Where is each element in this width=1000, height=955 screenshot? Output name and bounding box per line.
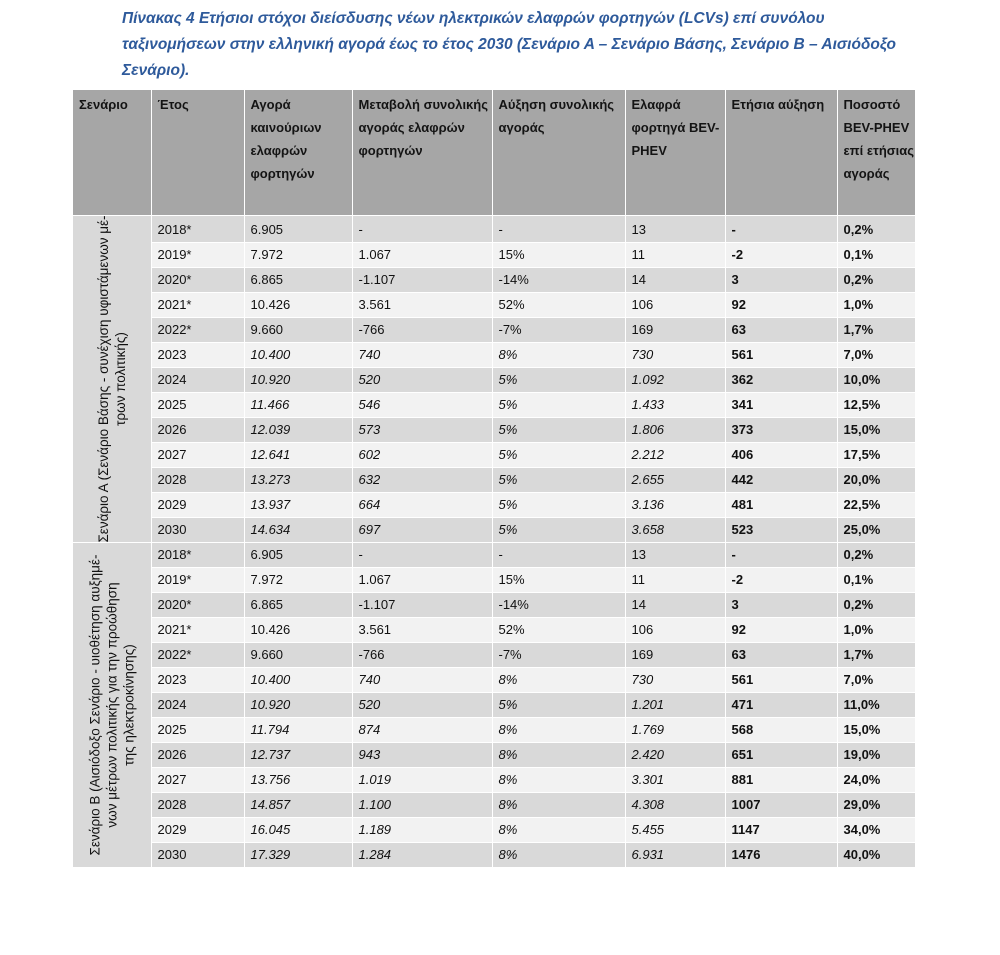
share-cell: 0,2% [837, 268, 915, 293]
share-cell: 7,0% [837, 343, 915, 368]
header-row [73, 90, 915, 216]
scenario-a-body [73, 216, 915, 543]
bev-cell: 13 [625, 543, 725, 568]
year-cell: 2025 [151, 718, 244, 743]
market-cell: 12.641 [244, 443, 352, 468]
annual-cell: 373 [725, 418, 837, 443]
annual-cell: 92 [725, 293, 837, 318]
annual-cell: 1476 [725, 843, 837, 868]
bev-cell: 2.655 [625, 468, 725, 493]
share-cell: 40,0% [837, 843, 915, 868]
year-cell: 2023 [151, 668, 244, 693]
growth-cell: - [492, 543, 625, 568]
share-cell: 20,0% [837, 468, 915, 493]
year-cell: 2019* [151, 243, 244, 268]
header-scenario: Σενάριο [73, 90, 151, 216]
annual-cell: -2 [725, 568, 837, 593]
year-cell: 2020* [151, 268, 244, 293]
growth-cell: 5% [492, 518, 625, 543]
bev-cell: 1.201 [625, 693, 725, 718]
scenario-b-body [73, 543, 915, 868]
year-cell: 2020* [151, 593, 244, 618]
market-cell: 11.466 [244, 393, 352, 418]
header-year: Έτος [151, 90, 244, 216]
bev-cell: 3.658 [625, 518, 725, 543]
annual-cell: 523 [725, 518, 837, 543]
change-cell: 697 [352, 518, 492, 543]
market-cell: 9.660 [244, 318, 352, 343]
lcv-targets-table [73, 90, 916, 868]
year-cell: 2022* [151, 318, 244, 343]
change-cell: 1.067 [352, 568, 492, 593]
table-row [73, 216, 915, 243]
table-row [73, 793, 915, 818]
bev-cell: 13 [625, 216, 725, 243]
growth-cell: 5% [492, 693, 625, 718]
scenario-label-line: Σενάριο Β (Αισιόδοξο Σενάριο - υιοθέτηση αυξημέ- [87, 554, 103, 856]
table-row [73, 743, 915, 768]
annual-cell: 442 [725, 468, 837, 493]
market-cell: 10.920 [244, 368, 352, 393]
header-annual: Ετήσια αύξηση [725, 90, 837, 216]
share-cell: 7,0% [837, 668, 915, 693]
annual-cell: 63 [725, 318, 837, 343]
annual-cell: - [725, 543, 837, 568]
table-row [73, 293, 915, 318]
year-cell: 2021* [151, 293, 244, 318]
bev-cell: 11 [625, 243, 725, 268]
change-cell: 520 [352, 368, 492, 393]
change-cell: 664 [352, 493, 492, 518]
share-cell: 0,2% [837, 216, 915, 243]
share-cell: 1,7% [837, 318, 915, 343]
year-cell: 2022* [151, 643, 244, 668]
table-row [73, 343, 915, 368]
table-row [73, 818, 915, 843]
annual-cell: 92 [725, 618, 837, 643]
market-cell: 11.794 [244, 718, 352, 743]
growth-cell: 8% [492, 718, 625, 743]
growth-cell: 5% [492, 468, 625, 493]
annual-cell: - [725, 216, 837, 243]
growth-cell: -7% [492, 318, 625, 343]
growth-cell: 5% [492, 493, 625, 518]
year-cell: 2028 [151, 468, 244, 493]
annual-cell: 471 [725, 693, 837, 718]
share-cell: 25,0% [837, 518, 915, 543]
change-cell: -1.107 [352, 593, 492, 618]
market-cell: 12.737 [244, 743, 352, 768]
year-cell: 2023 [151, 343, 244, 368]
table-row [73, 593, 915, 618]
market-cell: 14.634 [244, 518, 352, 543]
market-cell: 10.426 [244, 618, 352, 643]
change-cell: 1.019 [352, 768, 492, 793]
change-cell: -1.107 [352, 268, 492, 293]
annual-cell: -2 [725, 243, 837, 268]
scenario-label-line: τρων πολιτικής) [112, 332, 128, 426]
bev-cell: 11 [625, 568, 725, 593]
bev-cell: 3.301 [625, 768, 725, 793]
bev-cell: 106 [625, 293, 725, 318]
market-cell: 13.273 [244, 468, 352, 493]
market-cell: 6.905 [244, 543, 352, 568]
bev-cell: 1.433 [625, 393, 725, 418]
market-cell: 17.329 [244, 843, 352, 868]
share-cell: 19,0% [837, 743, 915, 768]
scenario-label-line: Σενάριο Α (Σενάριο Βάσης - συνέχιση υφιστάμενων μέ- [95, 215, 111, 543]
year-cell: 2021* [151, 618, 244, 643]
annual-cell: 362 [725, 368, 837, 393]
change-cell: 602 [352, 443, 492, 468]
table-row [73, 718, 915, 743]
change-cell: 1.067 [352, 243, 492, 268]
share-cell: 0,2% [837, 593, 915, 618]
table-row [73, 543, 915, 568]
market-cell: 10.920 [244, 693, 352, 718]
market-cell: 7.972 [244, 243, 352, 268]
table-row [73, 693, 915, 718]
change-cell: - [352, 543, 492, 568]
header-market: Αγορά καινούριων ελαφρών φορτηγών [244, 90, 352, 216]
table-row [73, 618, 915, 643]
table-row [73, 643, 915, 668]
year-cell: 2026 [151, 418, 244, 443]
year-cell: 2030 [151, 518, 244, 543]
bev-cell: 730 [625, 668, 725, 693]
growth-cell: 15% [492, 568, 625, 593]
change-cell: 740 [352, 668, 492, 693]
bev-cell: 1.092 [625, 368, 725, 393]
bev-cell: 14 [625, 593, 725, 618]
year-cell: 2029 [151, 818, 244, 843]
market-cell: 6.865 [244, 593, 352, 618]
growth-cell: 8% [492, 818, 625, 843]
share-cell: 34,0% [837, 818, 915, 843]
bev-cell: 1.769 [625, 718, 725, 743]
bev-cell: 2.212 [625, 443, 725, 468]
growth-cell: 8% [492, 793, 625, 818]
table-caption: Πίνακας 4 Ετήσιοι στόχοι διείσδυσης νέων ηλεκτρικών ελαφρών φορτηγών (LCVs) επί συνόλου ταξινομήσεων στην ελληνική αγορά έως το έτος 2030 (Σενάριο Α – Σενάριο Βάσης, Σενάριο Β – Αισιόδοξο Σενάριο). [122, 10, 896, 79]
table-row [73, 243, 915, 268]
annual-cell: 3 [725, 268, 837, 293]
share-cell: 0,2% [837, 543, 915, 568]
market-cell: 10.426 [244, 293, 352, 318]
year-cell: 2030 [151, 843, 244, 868]
annual-cell: 3 [725, 593, 837, 618]
change-cell: 943 [352, 743, 492, 768]
bev-cell: 730 [625, 343, 725, 368]
table-row [73, 393, 915, 418]
table-row [73, 468, 915, 493]
year-cell: 2027 [151, 443, 244, 468]
year-cell: 2027 [151, 768, 244, 793]
share-cell: 24,0% [837, 768, 915, 793]
share-cell: 10,0% [837, 368, 915, 393]
share-cell: 15,0% [837, 418, 915, 443]
bev-cell: 6.931 [625, 843, 725, 868]
scenario-a-label-text [95, 215, 129, 542]
growth-cell: 8% [492, 843, 625, 868]
growth-cell: - [492, 216, 625, 243]
market-cell: 14.857 [244, 793, 352, 818]
market-cell: 6.905 [244, 216, 352, 243]
growth-cell: 52% [492, 618, 625, 643]
year-cell: 2018* [151, 543, 244, 568]
market-cell: 13.937 [244, 493, 352, 518]
bev-cell: 1.806 [625, 418, 725, 443]
header-share: Ποσοστό BEV-PHEV επί ετήσιας αγοράς [837, 90, 915, 216]
share-cell: 17,5% [837, 443, 915, 468]
bev-cell: 14 [625, 268, 725, 293]
header-bev: Ελαφρά φορτηγά BEV-PHEV [625, 90, 725, 216]
table-row [73, 843, 915, 868]
year-cell: 2018* [151, 216, 244, 243]
table-row [73, 318, 915, 343]
change-cell: 573 [352, 418, 492, 443]
share-cell: 12,5% [837, 393, 915, 418]
scenario-b-label-text [86, 555, 137, 856]
change-cell: 874 [352, 718, 492, 743]
table-row [73, 493, 915, 518]
bev-cell: 3.136 [625, 493, 725, 518]
share-cell: 1,0% [837, 293, 915, 318]
share-cell: 22,5% [837, 493, 915, 518]
annual-cell: 1007 [725, 793, 837, 818]
share-cell: 1,0% [837, 618, 915, 643]
table-row [73, 443, 915, 468]
change-cell: 1.189 [352, 818, 492, 843]
change-cell: -766 [352, 318, 492, 343]
bev-cell: 106 [625, 618, 725, 643]
scenario-label-line: νων μέτρων πολιτικής για την προώθηση [104, 582, 120, 828]
growth-cell: 8% [492, 668, 625, 693]
bev-cell: 169 [625, 318, 725, 343]
table-row [73, 268, 915, 293]
market-cell: 9.660 [244, 643, 352, 668]
annual-cell: 481 [725, 493, 837, 518]
change-cell: - [352, 216, 492, 243]
bev-cell: 169 [625, 643, 725, 668]
annual-cell: 561 [725, 343, 837, 368]
change-cell: 3.561 [352, 618, 492, 643]
year-cell: 2024 [151, 693, 244, 718]
annual-cell: 561 [725, 668, 837, 693]
table-row [73, 518, 915, 543]
table-row [73, 368, 915, 393]
annual-cell: 341 [725, 393, 837, 418]
change-cell: 740 [352, 343, 492, 368]
year-cell: 2025 [151, 393, 244, 418]
scenario-label-line: της ηλεκτροκίνησης) [121, 644, 137, 766]
growth-cell: 8% [492, 743, 625, 768]
change-cell: 3.561 [352, 293, 492, 318]
table-row [73, 568, 915, 593]
growth-cell: 5% [492, 443, 625, 468]
header-growth: Αύξηση συνολικής αγοράς [492, 90, 625, 216]
growth-cell: 52% [492, 293, 625, 318]
annual-cell: 63 [725, 643, 837, 668]
scenario-b-label [73, 543, 151, 868]
change-cell: -766 [352, 643, 492, 668]
bev-cell: 4.308 [625, 793, 725, 818]
annual-cell: 1147 [725, 818, 837, 843]
growth-cell: 5% [492, 368, 625, 393]
growth-cell: 5% [492, 418, 625, 443]
growth-cell: 5% [492, 393, 625, 418]
market-cell: 6.865 [244, 268, 352, 293]
market-cell: 12.039 [244, 418, 352, 443]
change-cell: 632 [352, 468, 492, 493]
annual-cell: 568 [725, 718, 837, 743]
share-cell: 0,1% [837, 243, 915, 268]
market-cell: 13.756 [244, 768, 352, 793]
growth-cell: 15% [492, 243, 625, 268]
bev-cell: 5.455 [625, 818, 725, 843]
year-cell: 2026 [151, 743, 244, 768]
change-cell: 546 [352, 393, 492, 418]
annual-cell: 651 [725, 743, 837, 768]
table-row [73, 768, 915, 793]
table-row [73, 418, 915, 443]
scenario-a-label [73, 216, 151, 543]
table-row [73, 668, 915, 693]
share-cell: 11,0% [837, 693, 915, 718]
share-cell: 15,0% [837, 718, 915, 743]
year-cell: 2029 [151, 493, 244, 518]
change-cell: 1.284 [352, 843, 492, 868]
share-cell: 29,0% [837, 793, 915, 818]
year-cell: 2024 [151, 368, 244, 393]
growth-cell: -14% [492, 593, 625, 618]
annual-cell: 406 [725, 443, 837, 468]
bev-cell: 2.420 [625, 743, 725, 768]
annual-cell: 881 [725, 768, 837, 793]
growth-cell: -7% [492, 643, 625, 668]
market-cell: 10.400 [244, 343, 352, 368]
year-cell: 2028 [151, 793, 244, 818]
share-cell: 1,7% [837, 643, 915, 668]
share-cell: 0,1% [837, 568, 915, 593]
year-cell: 2019* [151, 568, 244, 593]
market-cell: 7.972 [244, 568, 352, 593]
change-cell: 1.100 [352, 793, 492, 818]
growth-cell: 8% [492, 343, 625, 368]
market-cell: 10.400 [244, 668, 352, 693]
market-cell: 16.045 [244, 818, 352, 843]
change-cell: 520 [352, 693, 492, 718]
header-change: Μεταβολή συνολικής αγοράς ελαφρών φορτηγών [352, 90, 492, 216]
growth-cell: -14% [492, 268, 625, 293]
growth-cell: 8% [492, 768, 625, 793]
